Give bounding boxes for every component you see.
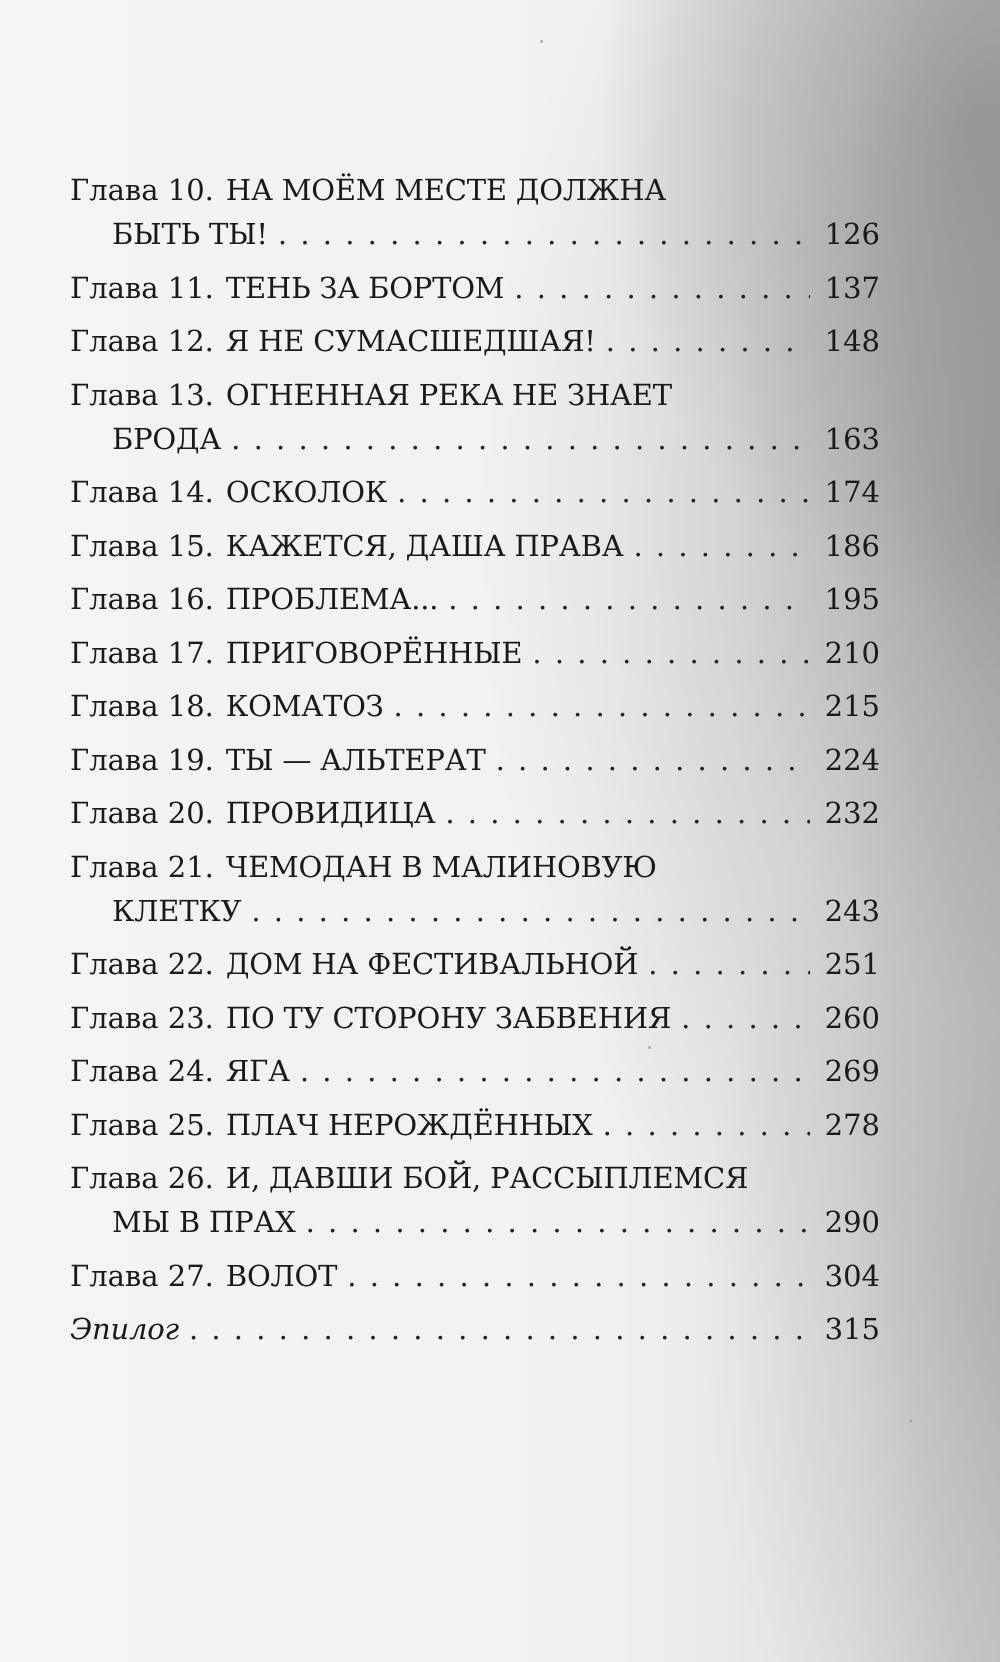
page-number: 137 — [824, 270, 880, 305]
toc-entry-epilogue — [70, 1307, 880, 1351]
toc-line — [70, 212, 880, 256]
toc-entry — [70, 373, 880, 461]
chapter-label: Глава 14. — [70, 475, 214, 509]
paper-speck — [910, 1420, 912, 1422]
chapter-label: Глава 27. — [70, 1258, 214, 1293]
chapter-title: БРОДА — [112, 421, 222, 456]
chapter-title: ВОЛОТ — [225, 1258, 338, 1293]
page-number: 290 — [824, 1205, 880, 1239]
entry-spacer — [70, 621, 880, 631]
chapter-label: Глава 22. — [70, 947, 214, 981]
chapter-label: Глава 16. — [70, 582, 214, 616]
toc-entry — [70, 684, 880, 728]
epilogue-title: Эпилог — [70, 1312, 179, 1346]
chapter-title: ЧЕМОДАН В МАЛИНОВУЮ — [225, 849, 657, 884]
dot-leader — [300, 1049, 810, 1093]
chapter-title: ПЛАЧ НЕРОЖДЁННЫХ — [225, 1107, 593, 1142]
chapter-title: И, ДАВШИ БОЙ, РАССЫПЛЕМСЯ — [225, 1161, 749, 1195]
dot-leader — [306, 1200, 810, 1244]
chapter-title: ПРИГОВОРЁННЫЕ — [225, 635, 523, 670]
toc-entry — [70, 1049, 880, 1093]
entry-spacer — [70, 986, 880, 996]
toc-entry — [70, 942, 880, 986]
chapter-title: МЫ В ПРАХ — [112, 1205, 296, 1239]
page-number: 174 — [824, 475, 880, 509]
chapter-title: ОГНЕННАЯ РЕКА НЕ ЗНАЕТ — [225, 377, 672, 412]
page-number: 315 — [824, 1312, 880, 1346]
chapter-title: БЫТЬ ТЫ! — [112, 217, 268, 251]
entry-spacer — [70, 1040, 880, 1050]
dot-leader — [603, 1103, 810, 1147]
page-number: 215 — [824, 689, 880, 723]
toc-entry — [70, 577, 880, 621]
toc-entry — [70, 319, 880, 363]
toc-line — [70, 417, 880, 461]
page-number: 260 — [824, 1000, 880, 1035]
dot-leader — [448, 577, 810, 621]
toc-line — [70, 168, 880, 212]
entry-spacer — [70, 675, 880, 685]
entry-spacer — [70, 1093, 880, 1103]
chapter-label: Глава 23. — [70, 1000, 214, 1035]
dot-leader — [633, 524, 810, 568]
chapter-title: ПО ТУ СТОРОНУ ЗАБВЕНИЯ — [225, 1000, 672, 1035]
chapter-label: Глава 18. — [70, 689, 214, 723]
entry-spacer — [70, 1147, 880, 1157]
dot-leader — [606, 319, 810, 363]
toc-entry — [70, 524, 880, 568]
chapter-title: ПРОБЛЕМА... — [225, 582, 439, 616]
chapter-label: Глава 26. — [70, 1161, 214, 1195]
chapter-label: Глава 11. — [70, 270, 214, 305]
toc-entry — [70, 168, 880, 256]
chapter-label: Глава 13. — [70, 377, 214, 412]
toc-entry — [70, 470, 880, 514]
chapter-title: ТЫ — АЛЬТЕРАТ — [225, 742, 486, 777]
entry-spacer — [70, 310, 880, 320]
page-number: 304 — [824, 1258, 880, 1293]
page-number: 278 — [824, 1107, 880, 1142]
entry-spacer — [70, 568, 880, 578]
entry-spacer — [70, 363, 880, 373]
page-number: 269 — [824, 1054, 880, 1088]
chapter-title: НА МОЁМ МЕСТЕ ДОЛЖНА — [225, 173, 667, 207]
chapter-title: ТЕНЬ ЗА БОРТОМ — [225, 270, 505, 305]
toc-line — [70, 1254, 880, 1298]
dot-leader — [347, 1254, 810, 1298]
dot-leader — [397, 470, 810, 514]
toc-line — [70, 319, 880, 363]
toc-line — [70, 266, 880, 310]
entry-spacer — [70, 782, 880, 792]
chapter-label: Глава 25. — [70, 1107, 214, 1142]
toc-entry — [70, 631, 880, 675]
toc-line — [70, 845, 880, 889]
chapter-label: Глава 15. — [70, 528, 214, 563]
toc-entry — [70, 738, 880, 782]
toc-line — [70, 373, 880, 417]
toc-line — [70, 1156, 880, 1200]
chapter-label: Глава 20. — [70, 796, 214, 830]
dot-leader — [394, 684, 810, 728]
entry-spacer — [70, 461, 880, 471]
entry-spacer — [70, 933, 880, 943]
chapter-label: Глава 12. — [70, 324, 214, 358]
toc-entry — [70, 1103, 880, 1147]
toc-line — [70, 889, 880, 933]
dot-leader — [445, 791, 810, 835]
toc-line — [70, 631, 880, 675]
toc-entry — [70, 266, 880, 310]
toc-entry — [70, 845, 880, 933]
toc-entry — [70, 996, 880, 1040]
toc-line — [70, 524, 880, 568]
toc-line — [70, 996, 880, 1040]
entry-spacer — [70, 1298, 880, 1308]
dot-leader — [189, 1307, 810, 1351]
toc-line — [70, 942, 880, 986]
chapter-label: Глава 17. — [70, 635, 214, 670]
entry-spacer — [70, 256, 880, 266]
dot-leader — [251, 889, 810, 933]
page-number: 126 — [824, 217, 880, 251]
page-number: 224 — [824, 742, 880, 777]
dot-leader — [231, 417, 810, 461]
chapter-title: ЯГА — [225, 1054, 290, 1088]
chapter-title: ОСКОЛОК — [225, 475, 388, 509]
chapter-title: КАЖЕТСЯ, ДАША ПРАВА — [225, 528, 624, 563]
toc-line — [70, 738, 880, 782]
page-number: 163 — [824, 421, 880, 456]
chapter-label: Глава 10. — [70, 173, 214, 207]
entry-spacer — [70, 835, 880, 845]
chapter-title: Я НЕ СУМАСШЕДШАЯ! — [225, 324, 596, 358]
dot-leader — [496, 738, 810, 782]
chapter-title: КОМАТОЗ — [225, 689, 384, 723]
chapter-title: КЛЕТКУ — [112, 893, 242, 928]
page-number: 148 — [824, 324, 880, 358]
entry-spacer — [70, 728, 880, 738]
chapter-label: Глава 21. — [70, 849, 214, 884]
chapter-title: ДОМ НА ФЕСТИВАЛЬНОЙ — [225, 947, 639, 981]
page-number: 210 — [824, 635, 880, 670]
toc-line — [70, 684, 880, 728]
page-number: 232 — [824, 796, 880, 830]
entry-spacer — [70, 514, 880, 524]
toc-entry — [70, 1254, 880, 1298]
toc-line — [70, 1049, 880, 1093]
table-of-contents — [70, 168, 880, 1351]
page-number: 251 — [824, 947, 880, 981]
dot-leader — [514, 266, 810, 310]
page-number: 243 — [824, 893, 880, 928]
paper-speck — [540, 40, 543, 43]
toc-line — [70, 470, 880, 514]
dot-leader — [681, 996, 810, 1040]
toc-entry — [70, 791, 880, 835]
chapter-title: ПРОВИДИЦА — [225, 796, 436, 830]
dot-leader — [648, 942, 810, 986]
toc-line — [70, 1200, 880, 1244]
toc-line — [70, 791, 880, 835]
toc-line — [70, 577, 880, 621]
toc-entry — [70, 1156, 880, 1244]
page-number: 195 — [824, 582, 880, 616]
toc-line — [70, 1103, 880, 1147]
toc-line — [70, 1307, 880, 1351]
dot-leader — [532, 631, 810, 675]
chapter-label: Глава 19. — [70, 742, 214, 777]
dot-leader — [278, 212, 810, 256]
chapter-label: Глава 24. — [70, 1054, 214, 1088]
page-number: 186 — [824, 528, 880, 563]
entry-spacer — [70, 1244, 880, 1254]
